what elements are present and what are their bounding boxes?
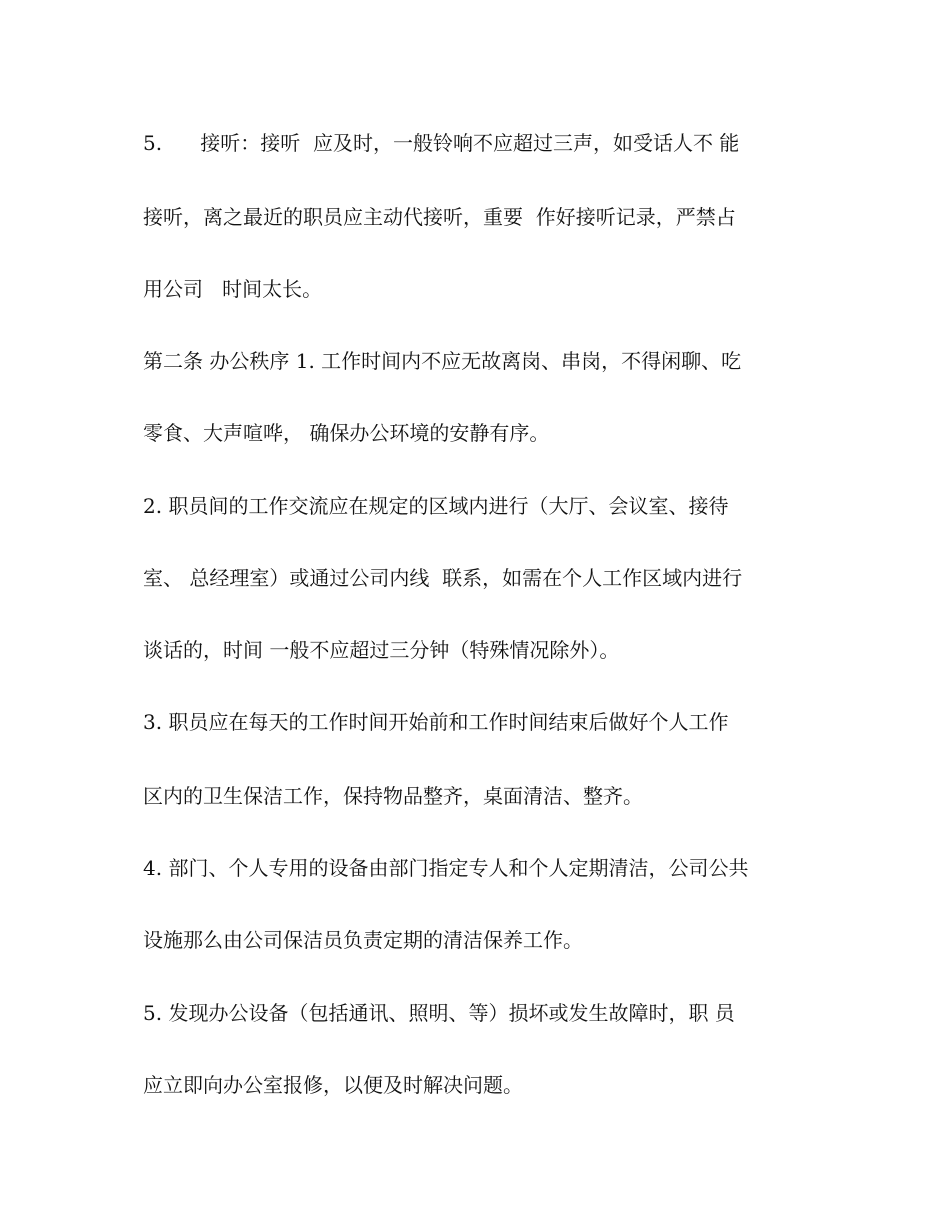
text-line-2: 接听，离之最近的职员应主动代接听，重要 作好接听记录，严禁占 [143,205,736,229]
text-line-1: 5. 接听：接听 应及时，一般铃响不应超过三声，如受话人不 能 [143,131,740,155]
text-line-14: 应立即向办公室报修，以便及时解决问题。 [143,1073,523,1097]
text-line-11: 4. 部门、个人专用的设备由部门指定专人和个人定期清洁，公司公共 [143,856,749,880]
text-line-6: 2. 职员间的工作交流应在规定的区域内进行（大厅、会议室、接待 [143,494,729,518]
text-line-3: 用公司 时间太长。 [143,277,323,301]
text-line-7: 室、 总经理室）或通过公司内线 联系，如需在个人工作区域内进行 [143,566,743,590]
text-line-13: 5. 发现办公设备（包括通讯、照明、等）损坏或发生故障时，职 员 [143,1001,735,1025]
text-line-4: 第二条 办公秩序 1. 工作时间内不应无故离岗、串岗，不得闲聊、吃 [143,349,742,373]
text-line-12: 设施那么由公司保洁员负责定期的清洁保养工作。 [143,928,583,952]
text-line-5: 零食、大声喧哗， 确保办公环境的安静有序。 [143,421,550,445]
text-line-10: 区内的卫生保洁工作，保持物品整齐，桌面清洁、整齐。 [143,784,643,808]
text-line-8: 谈话的，时间 一般不应超过三分钟（特殊情况除外）。 [143,638,620,662]
text-line-9: 3. 职员应在每天的工作时间开始前和工作时间结束后做好个人工作 [143,710,729,734]
